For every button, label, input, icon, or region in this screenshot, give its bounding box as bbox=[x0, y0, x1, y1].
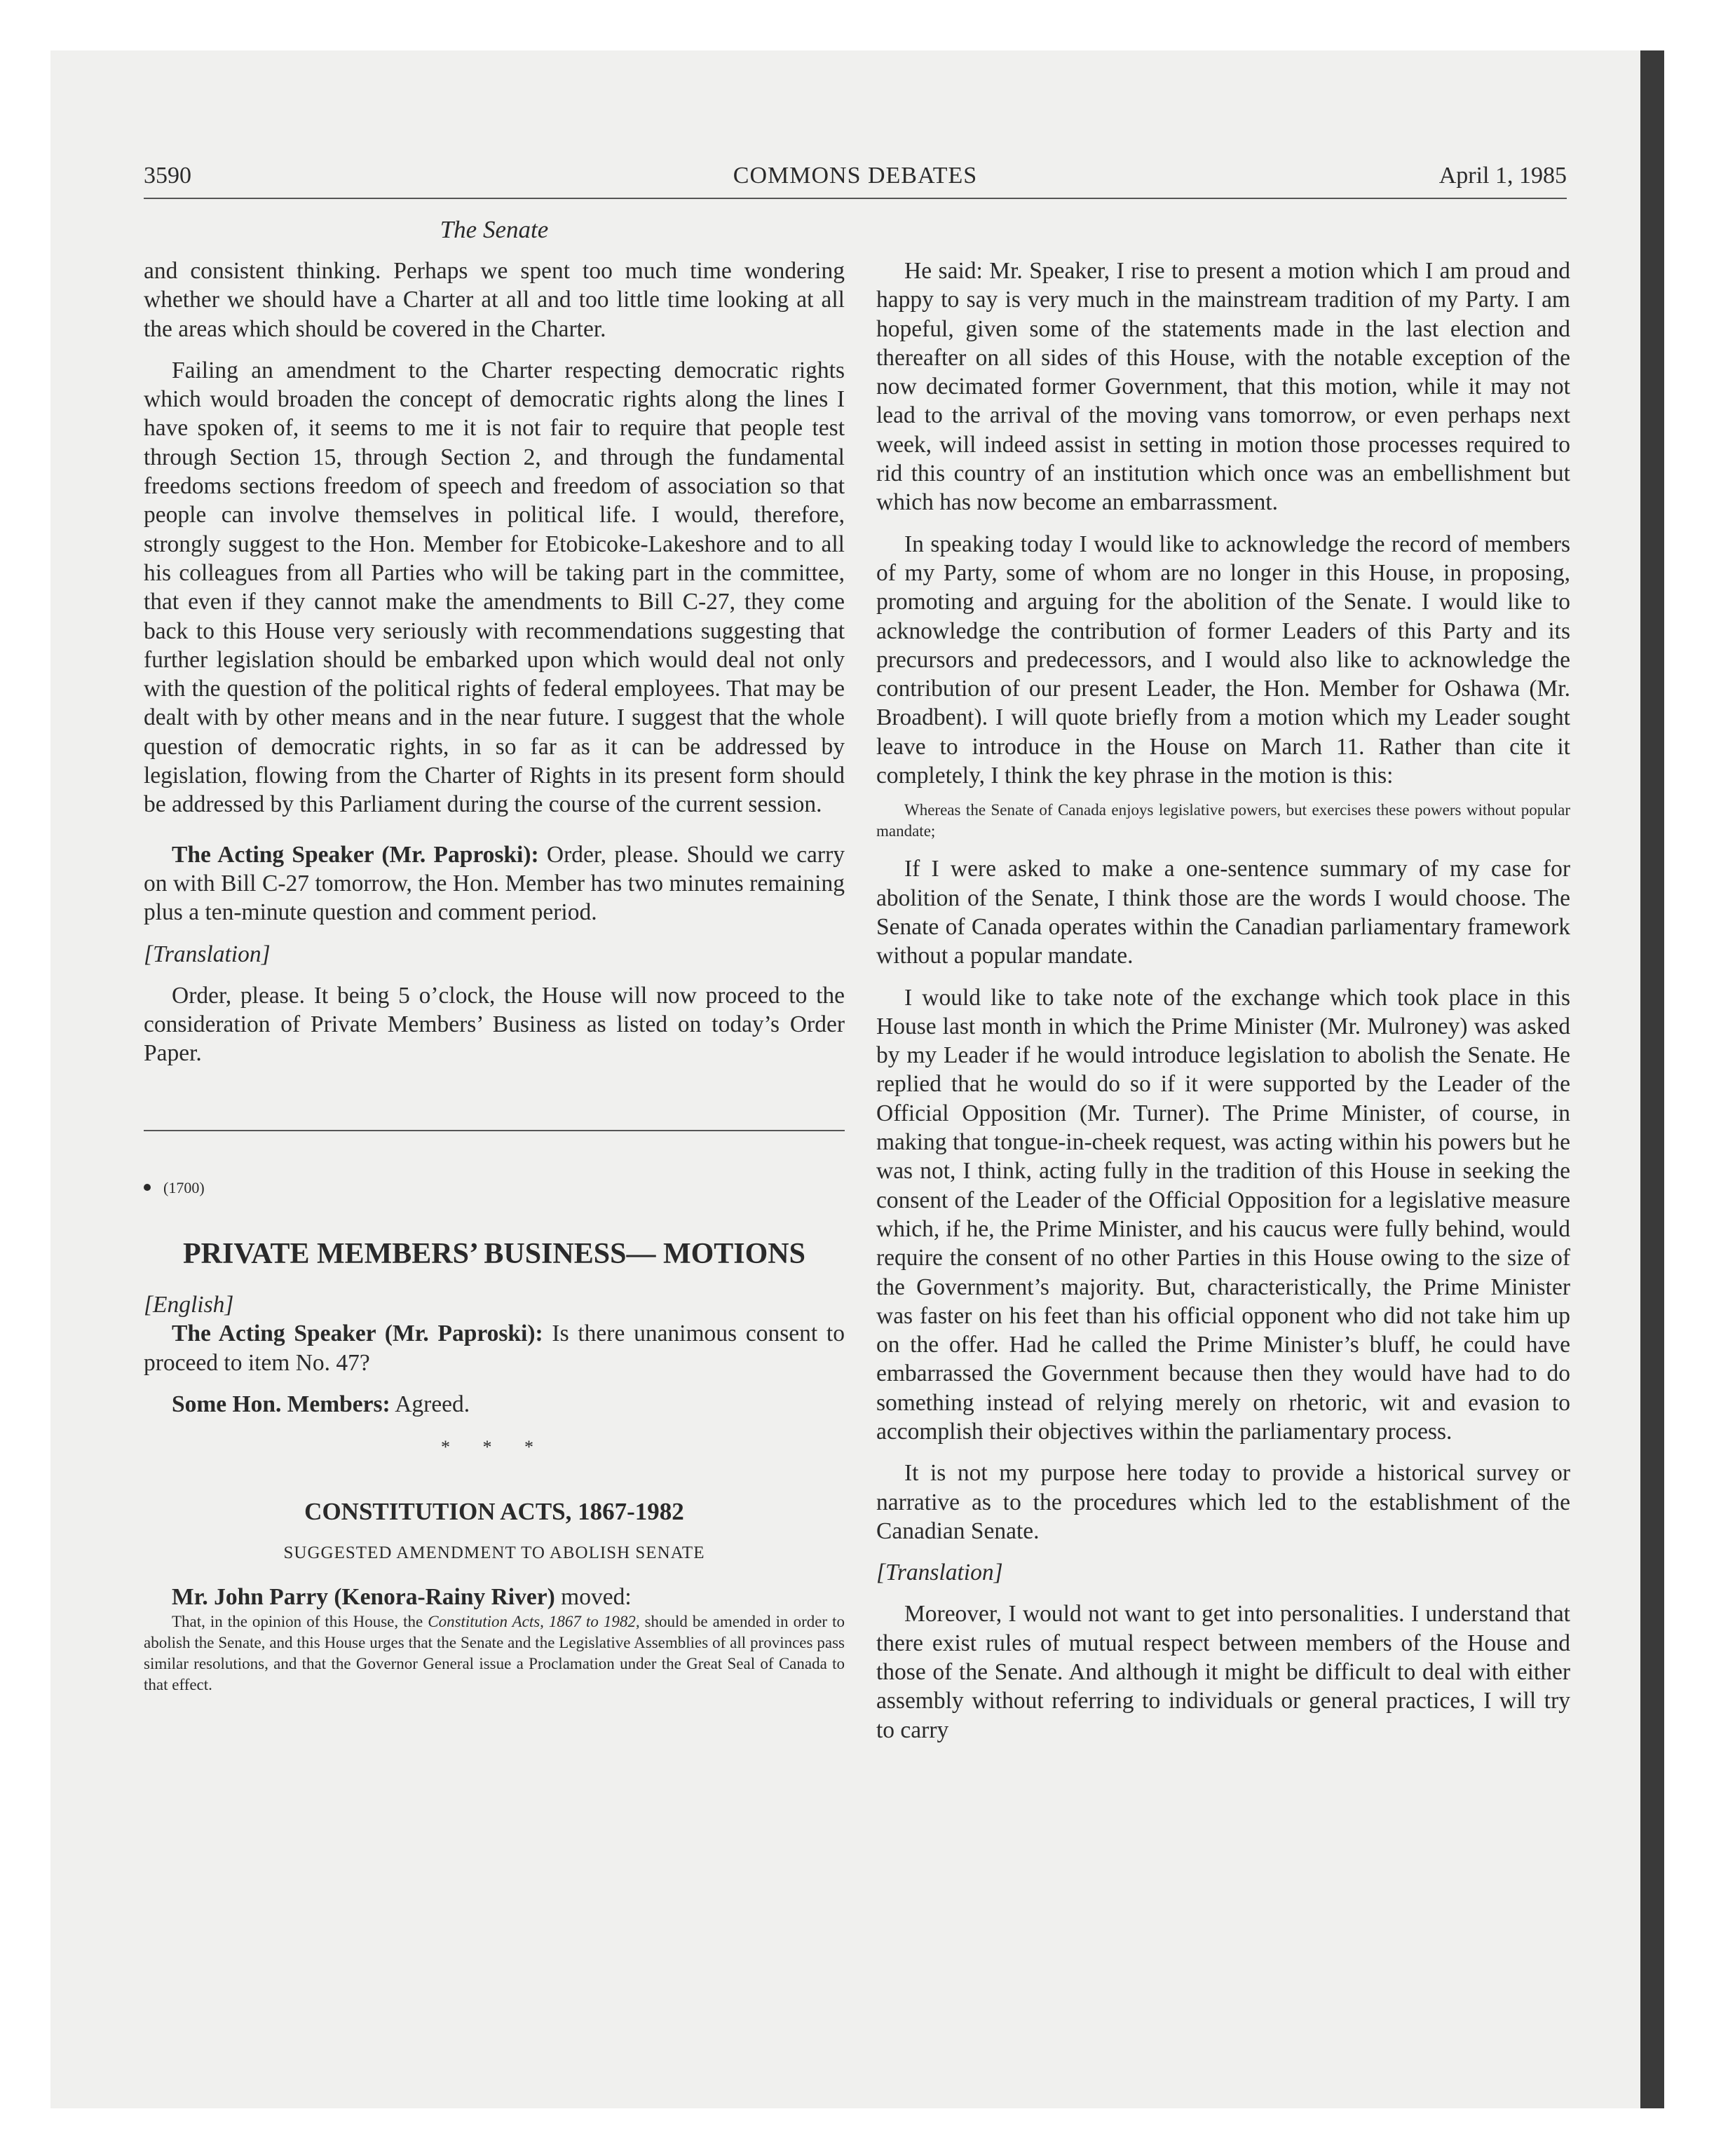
paragraph: I would like to take note of the exchange which took place in this House last month in which the Prime Minister (Mr. Mulroney) was asked by my Leader if he would introduce legislation to abolish the Senate. He replied that he would do so if it were supported by the Leader of the Official Opposition (Mr. Turner). The Prime Minister, of course, in making that tongue-in-cheek request, was acting within his powers but he was not, I think, acting fully in the tradition of this House in seeking the consent of the Leader of the Official Opposition for a legislative measure which, if he, the Prime Minister, and his caucus were fully behind, would require the consent of no other Parties in this House owing to the size of the Government’s majority. But, characteristically, the Prime Minister was faster on his feet than his official opponent who did not take him up on the offer. Had he called the Prime Minister’s bluff, he could have embarrassed the Government because then they would have had to do something instead of relying merely on rhetoric, wit and evasion to accomplish their objectives within the parliamentary process. bbox=[876, 984, 1570, 1445]
speaker-name: The Acting Speaker (Mr. Paproski): bbox=[172, 841, 539, 868]
page-number: 3590 bbox=[144, 163, 191, 189]
subsection-subheading: SUGGESTED AMENDMENT TO ABOLISH SENATE bbox=[283, 1543, 705, 1562]
paragraph bbox=[144, 1390, 845, 1419]
paragraph bbox=[144, 1583, 845, 1611]
publication-title: COMMONS DEBATES bbox=[733, 163, 978, 189]
paragraph: and consistent thinking. Perhaps we spent too much time wondering whether we should have a Charter at all and too little time looking at all the areas which should be covered in the Charter. bbox=[144, 258, 845, 342]
header-rule bbox=[144, 198, 1567, 199]
speech-text: Agreed. bbox=[390, 1391, 470, 1417]
paragraph: If I were asked to make a one-sentence summary of my case for abolition of the Senate, I think those are the words I would choose. The Senate of Canada operates within the Canadian parliamentary framework without a popular mandate. bbox=[876, 856, 1570, 969]
speaker-name: The Acting Speaker (Mr. Paproski): bbox=[172, 1321, 543, 1347]
subsection-heading: CONSTITUTION ACTS, 1867-1982 bbox=[304, 1497, 684, 1525]
publication-date: April 1, 1985 bbox=[1438, 163, 1567, 189]
paragraph: Failing an amendment to the Charter respecting democratic rights which would broaden the concept of democratic rights along the lines I have spoken of, it seems to me it is not fair to require that people test through Section 15, through Section 2, and through the fundamental freedoms sections freedom of speech and freedom of association so that people can involve themselves in political life. I would, therefore, strongly suggest to the Hon. Member for Etobicoke-Lakeshore and to all his colleagues from all Parties who will be taking part in the committee, that even if they cannot make the amendments to Bill C-27, they come back to this House very seriously with recommendations suggesting that further legislation should be embarked upon which would deal not only with the question of the political rights of federal employees. That may be dealt with by other means and in the near future. I suggest that the whole question of democratic rights, in so far as it can be addressed by legislation, flowing from the Charter of Rights in its present form should be addressed by this Parliament during the course of the current session. bbox=[144, 357, 845, 818]
right-column bbox=[876, 257, 1570, 1745]
paragraph: He said: Mr. Speaker, I rise to present a motion which I am proud and happy to say is very much in the mainstream tradition of my Party. I am hopeful, given some of the statements made in the last election and thereafter on all sides of this House, with the notable exception of the now decimated former Government, that this motion, while it may not lead to the arrival of the moving vans tomorrow, or even perhaps next week, will indeed assist in setting in motion those processes required to rid this country of an institution which once was an embellishment but which has now become an embarrassment. bbox=[876, 258, 1570, 516]
paragraph: It is not my purpose here today to provide a historical survey or narrative as to the procedures which led to the establishment of the Canadian Senate. bbox=[876, 1460, 1570, 1544]
section-divider bbox=[144, 1130, 845, 1131]
page-header bbox=[144, 163, 1567, 196]
paragraph: In speaking today I would like to acknowledge the record of members of my Party, some of whom are no longer in this House, in proposing, promoting and arguing for the abolition of the Senate. I would like to acknowledge the contribution of former Leaders of this Party and its precursors and predecessors, and I would also like to acknowledge the contribution of our present Leader, the Hon. Member for Oshawa (Mr. Broadbent). I will quote briefly from a motion which my Leader sought leave to introduce in the House on March 11. Rather than cite it completely, I think the key phrase in the motion is this: bbox=[876, 531, 1570, 789]
translation-tag: [Translation] bbox=[144, 941, 271, 967]
bullet-icon bbox=[144, 1184, 151, 1191]
paragraph: Moreover, I would not want to get into personalities. I understand that there exist rules of mutual respect between members of the House and those of the Senate. And although it might be difficult to deal with either assembly without referring to individuals or general practices, I will try to carry bbox=[876, 1601, 1570, 1743]
speech-text: Is there unanimous consent to proceed to item No. 47? bbox=[144, 1321, 845, 1376]
translation-tag: [Translation] bbox=[876, 1560, 1003, 1586]
speech-text: Order, please. Should we carry on with Bill C-27 tomorrow, the Hon. Member has two minutes remaining plus a ten-minute question and comment period. bbox=[144, 841, 845, 926]
quoted-motion: Whereas the Senate of Canada enjoys legislative powers, but exercises these powers without popular mandate; bbox=[876, 801, 1570, 840]
speaker-name: Mr. John Parry (Kenora-Rainy River) bbox=[172, 1584, 555, 1611]
time-marker bbox=[144, 1173, 845, 1202]
speaker-name: Some Hon. Members: bbox=[172, 1391, 390, 1417]
paragraph bbox=[144, 840, 845, 927]
section-separator-stars: * * * bbox=[441, 1437, 547, 1458]
running-head: The Senate bbox=[440, 216, 549, 243]
english-tag: [English] bbox=[144, 1292, 234, 1318]
binding-edge bbox=[1640, 50, 1664, 2108]
left-column bbox=[144, 257, 845, 1696]
speech-text: moved: bbox=[554, 1584, 632, 1611]
paragraph: Order, please. It being 5 o’clock, the House will now proceed to the consideration of Private Members’ Business as listed on today’s Order Paper. bbox=[144, 982, 845, 1067]
motion-text: That, in the opinion of this House, the Constitution Acts, 1867 to 1982, should be amended in order to abolish the Senate, and this House urges that the Senate and the Legislative Assemblies of all provinces pass similar resolutions, and that the Governor General issue a Proclamation under the Great Seal of Canada to that effect. bbox=[144, 1613, 845, 1694]
paragraph bbox=[144, 1319, 845, 1377]
section-heading: PRIVATE MEMBERS’ BUSINESS— MOTIONS bbox=[182, 1238, 805, 1271]
time-marker-text: (1700) bbox=[163, 1178, 205, 1196]
